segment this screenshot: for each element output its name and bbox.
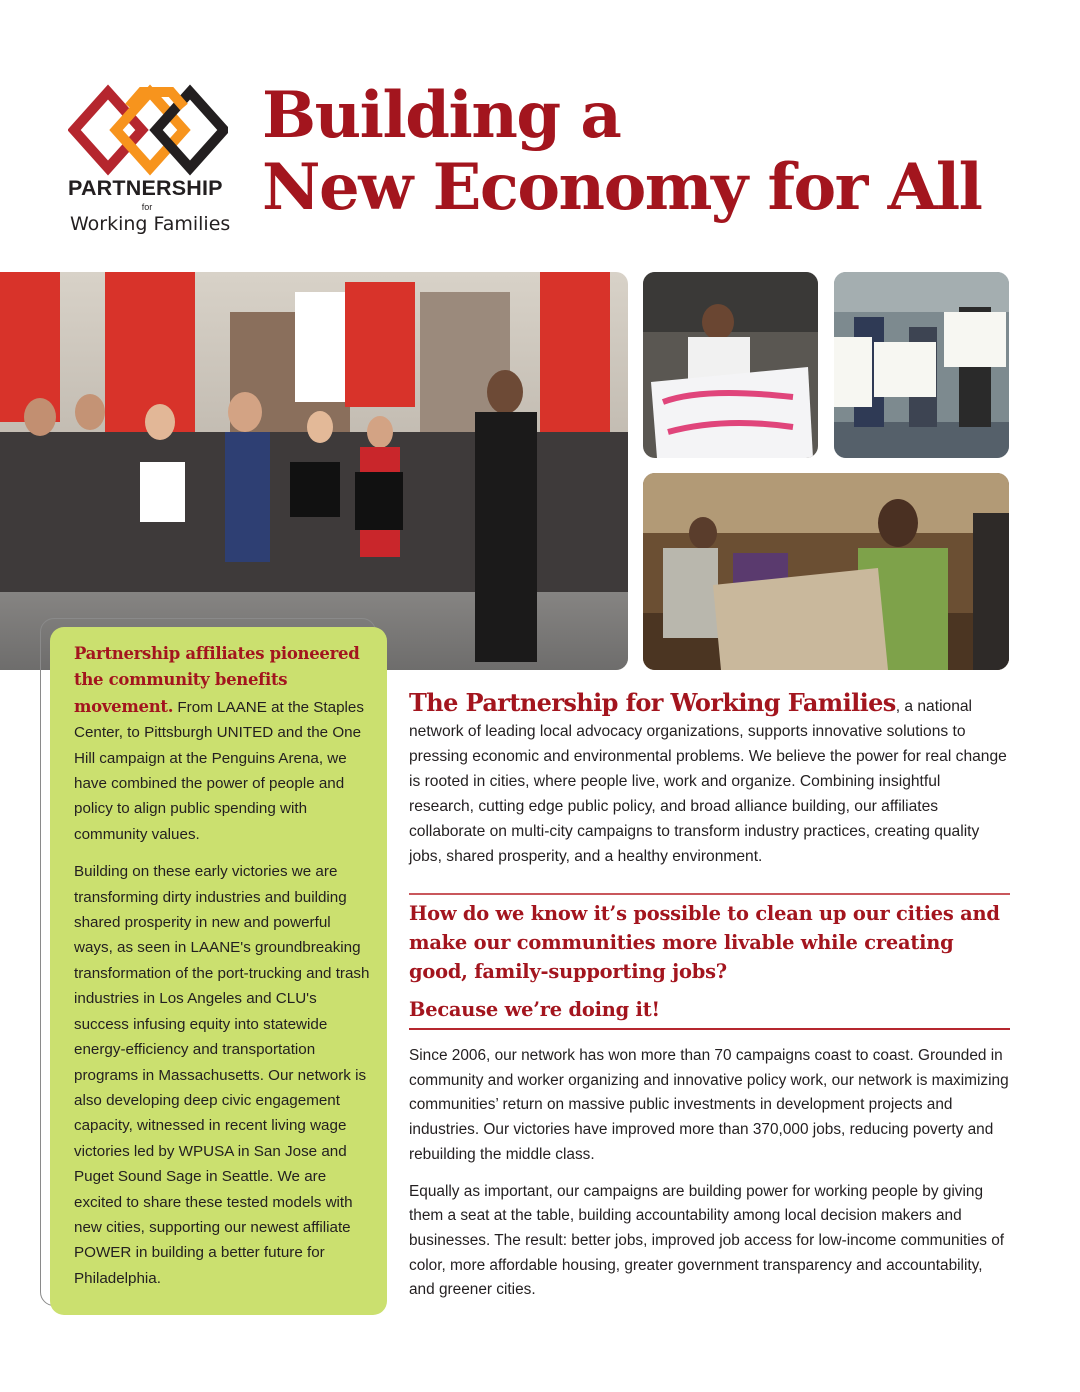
divider-bottom	[409, 1028, 1010, 1030]
body-paragraph-2: Equally as important, our campaigns are building power for working people by giving them a seat at the table, building accountability among local decision makers and businesses. The result: better jobs, improved job access for low-income communities of color, more affordable housing, greater government transparency and accountability, and greener cities.	[409, 1182, 1005, 1299]
sidebar-paragraph-2: Building on these early victories we are transforming dirty industries and building shared prosperity in new and powerful ways, as seen in LAANE's groundbreaking transformation of the port-trucking and trash industries in Los Angeles and CLU's success infusing equity into statewide energy-efficiency and transportation programs in Massachusetts. Our network is also developing deep civic engagement capacity, witnessed in recent living wage victories led by WPUSA in San Jose and Puget Sound Sage in Seattle. We are excited to share these tested models with new cities, supporting our newest affiliate POWER in building a better future for Philadelphia.	[74, 863, 370, 1287]
page-headline	[262, 80, 1062, 224]
sidebar-box	[50, 627, 387, 1315]
interlocking-diamonds-logo-icon	[68, 84, 228, 176]
headline-line-2: New Economy for All	[262, 150, 982, 225]
main-body	[409, 1044, 1009, 1303]
sidebar-paragraph-1	[74, 641, 371, 847]
child-sign-photo	[643, 272, 818, 458]
green-jobs-photo	[834, 272, 1009, 458]
headline-line-1: Building a	[262, 78, 621, 153]
question-heading: How do we know it’s possible to clean up our cities and make our communities more livable while creating good, family-supporting jobs?	[409, 902, 1000, 983]
march-photo	[0, 272, 628, 670]
logo-subtitle: Working Families	[70, 213, 231, 235]
sidebar-lead: Partnership affiliates pioneered the community benefits movement.	[74, 644, 360, 716]
intro-text: , a national network of leading local advocacy organizations, supports innovative solutions to pressing economic and environmental problems. We believe the power for real change is rooted in cities, where people live, work and organize. Combining insightful research, cutting edge public policy, and broad alliance building, our affiliates collaborate on multi-city campaigns to transform industry practices, creating quality jobs, shared prosperity, and a healthy environment.	[409, 698, 1007, 865]
sidebar-p1-text: From LAANE at the Staples Center, to Pittsburgh UNITED and the One Hill campaign at the Penguins Arena, we have combined the power of people and policy to align public spending with community values.	[74, 698, 364, 843]
plantation-wages-photo	[643, 473, 1009, 670]
logo-for-text: for	[141, 202, 153, 212]
logo-wordmark: PARTNERSHIP	[68, 176, 223, 200]
main-intro	[409, 690, 1009, 869]
partnership-logo	[62, 84, 242, 244]
intro-paragraph	[409, 690, 1009, 869]
body-paragraph-1: Since 2006, our network has won more than 70 campaigns coast to coast. Grounded in community and worker organizing and innovative policy work, our network is maximizing communities’ return on massive public investments in development projects and industries. Our victories have improved more than 370,000 jobs, reducing poverty and rebuilding the middle class.	[409, 1047, 1009, 1163]
answer-heading: Because we’re doing it!	[409, 998, 660, 1021]
divider-top	[409, 893, 1010, 895]
org-name: The Partnership for Working Families	[409, 688, 896, 717]
